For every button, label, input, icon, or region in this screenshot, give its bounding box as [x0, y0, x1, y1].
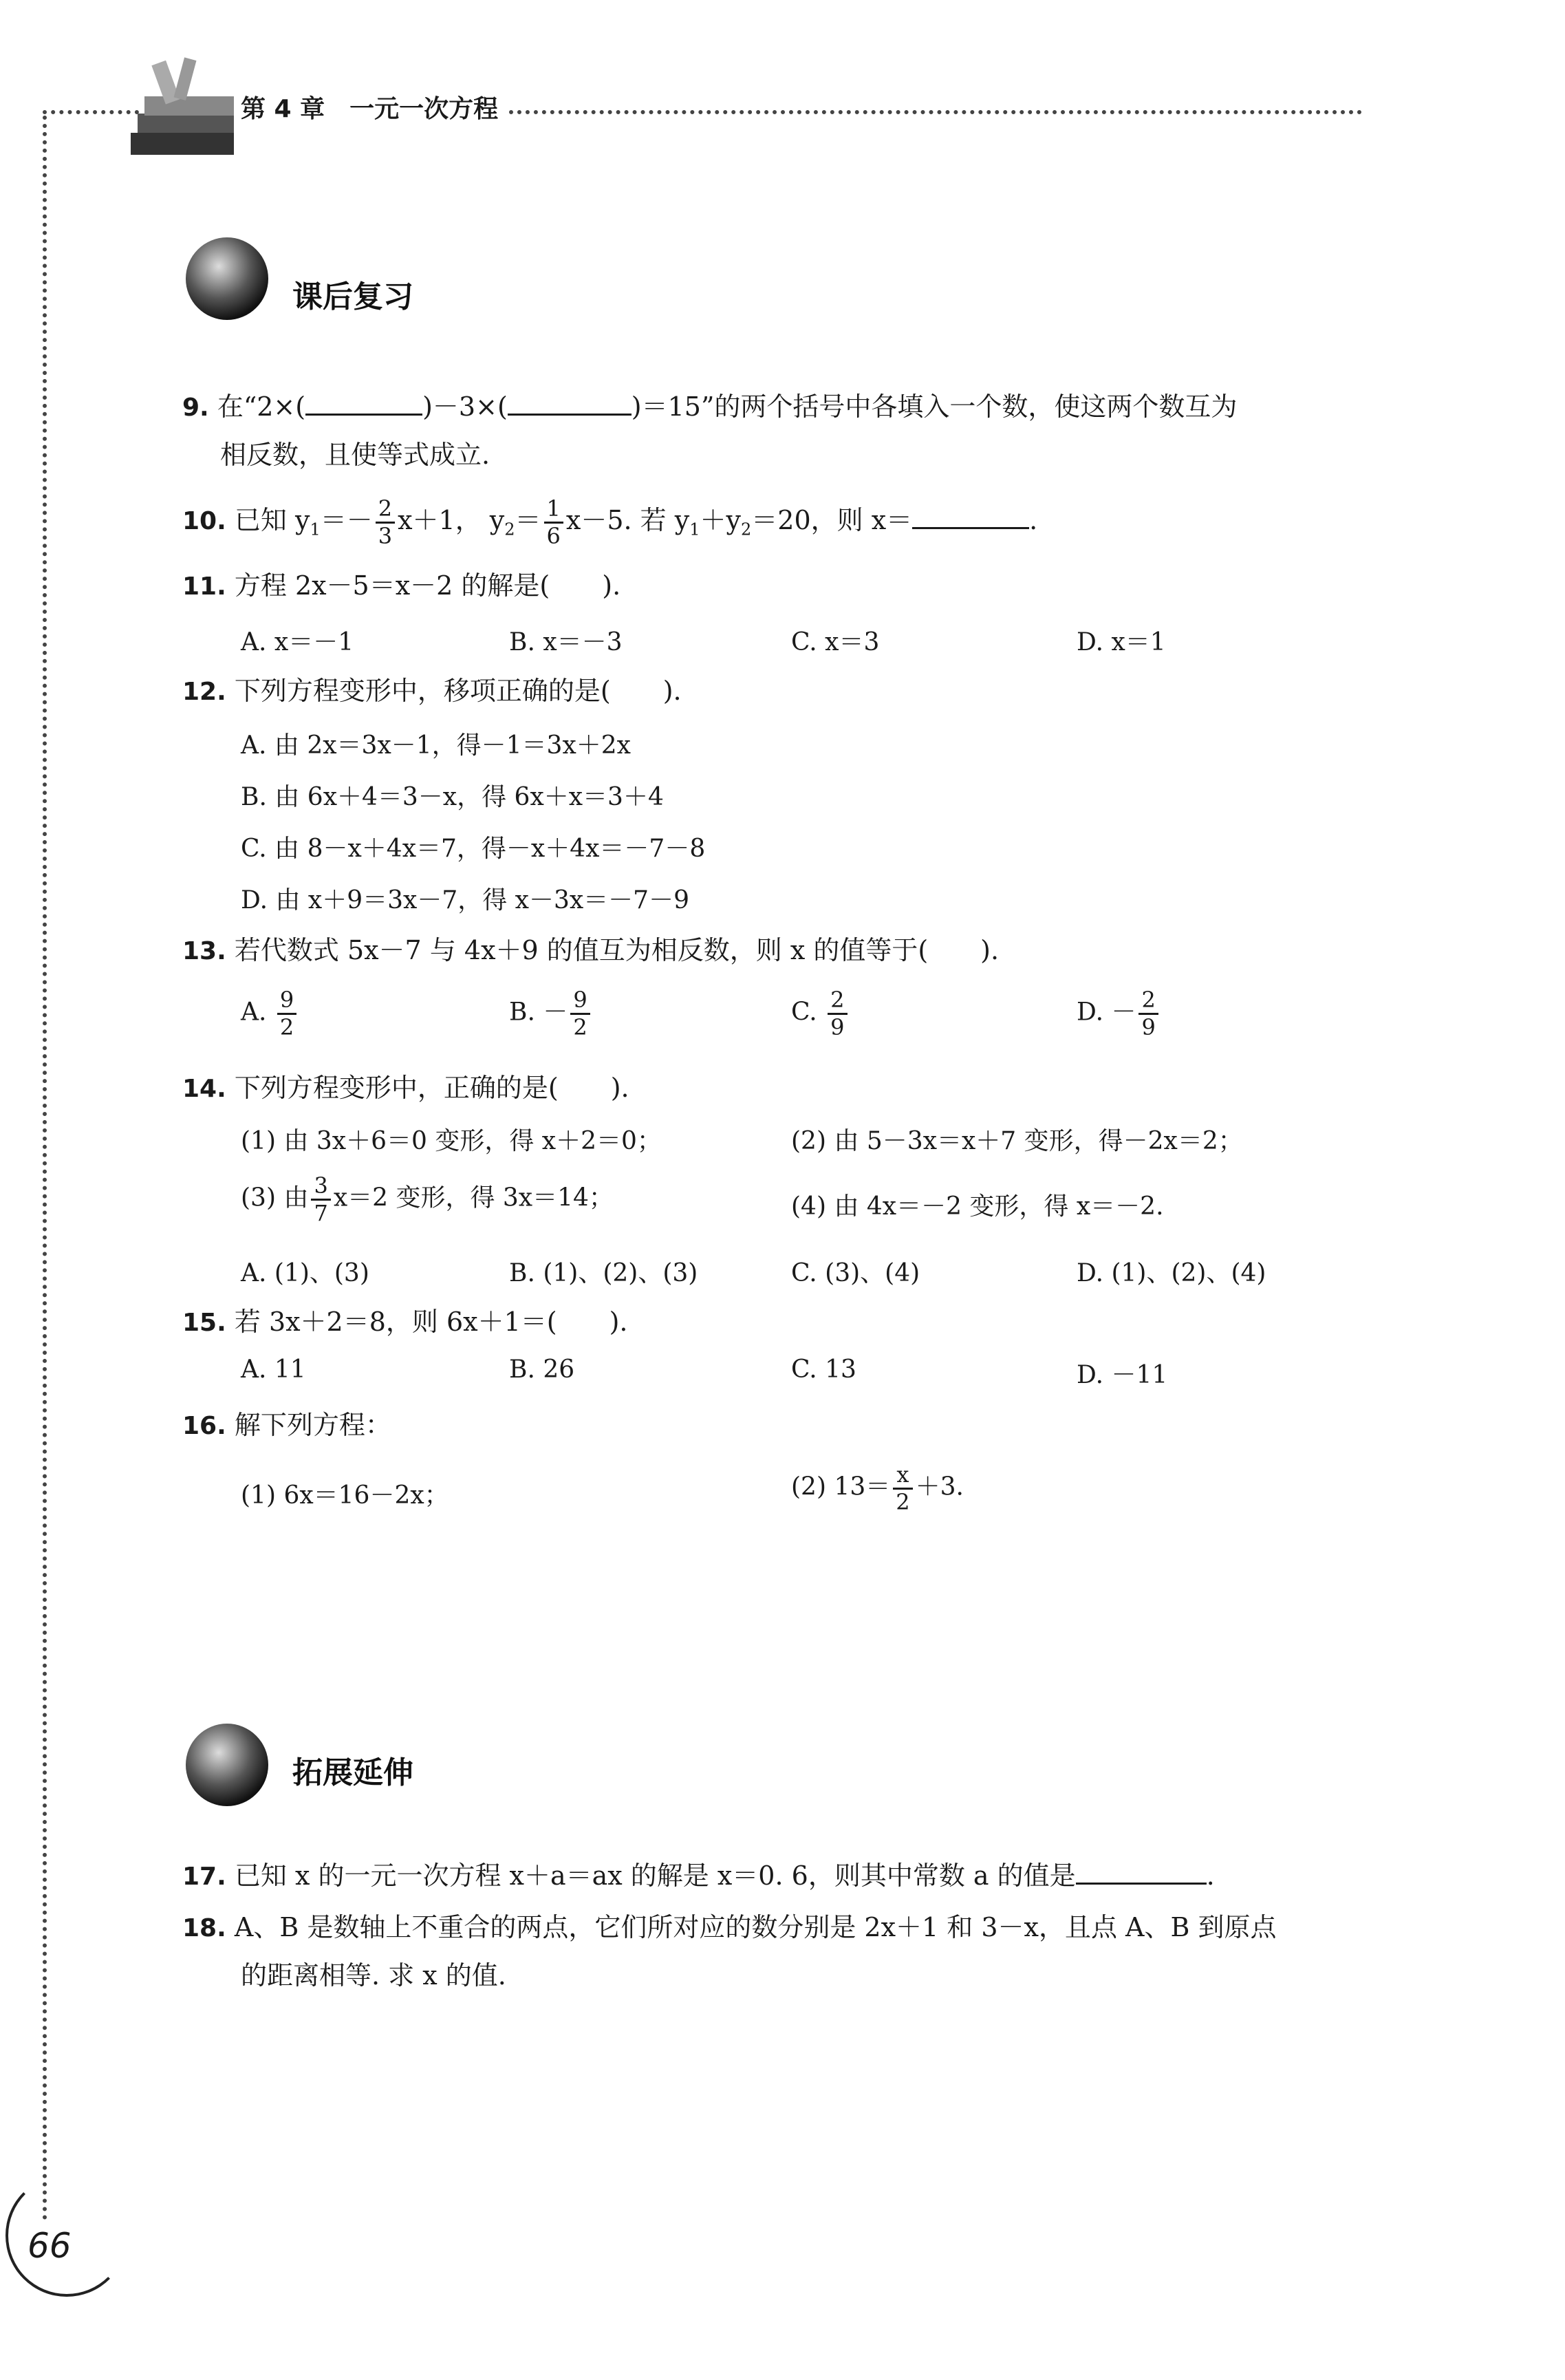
option-d: D. x＝1 — [1077, 628, 1166, 656]
sub-problem-1: (1) 6x＝16－2x； — [241, 1481, 449, 1510]
question-text: 已知 x 的一元一次方程 x＋a＝ax 的解是 x＝0. 6，则其中常数 a 的值是 — [234, 1861, 1076, 1891]
option-a: A. x＝－1 — [241, 628, 354, 656]
denominator: 2 — [896, 1488, 910, 1515]
subscript: 2 — [740, 519, 752, 539]
denominator: 9 — [830, 1014, 845, 1040]
option-d — [1077, 987, 1161, 1040]
numerator: 2 — [828, 987, 847, 1015]
question-text: A、B 是数轴上不重合的两点，它们所对应的数分别是 2x＋1 和 3－x，且点 A、B 到原点 — [234, 1912, 1277, 1942]
question-number: 14. — [182, 1075, 226, 1103]
sub-problem-text: ＋3. — [915, 1472, 964, 1501]
fraction — [311, 1173, 330, 1226]
question-number: 16. — [182, 1412, 226, 1440]
sphere-icon — [182, 1720, 272, 1810]
answer-blank — [508, 393, 632, 416]
option-a — [241, 987, 299, 1040]
numerator: 2 — [1138, 987, 1158, 1015]
subscript: 2 — [504, 519, 515, 539]
statement-4: (4) 由 4x＝－2 变形，得 x＝－2. — [791, 1192, 1164, 1221]
question-12 — [182, 666, 682, 716]
fraction — [1138, 987, 1158, 1040]
question-number: 12. — [182, 678, 226, 706]
question-text: 若 3x＋2＝8，则 6x＋1＝( ). — [234, 1307, 628, 1337]
question-text: . — [1206, 1861, 1215, 1891]
subscript: 1 — [310, 519, 321, 539]
question-18-line2: 的距离相等. 求 x 的值. — [241, 1960, 506, 1991]
denominator: 2 — [573, 1014, 587, 1040]
question-9-line2: 相反数，且使等式成立. — [220, 440, 490, 470]
option-label: D. － — [1077, 998, 1136, 1027]
option-c: C. (3)、(4) — [791, 1259, 920, 1287]
sub-problem-2 — [791, 1462, 964, 1515]
option-c: C. 由 8－x＋4x＝7，得－x＋4x＝－7－8 — [241, 835, 706, 863]
question-text: ＝20，则 x＝ — [751, 505, 913, 535]
option-label: B. － — [509, 998, 568, 1027]
left-dotted-margin — [43, 116, 47, 2221]
question-text: )＝15”的两个括号中各填入一个数，使这两个数互为 — [631, 392, 1238, 422]
statement-3 — [241, 1173, 614, 1226]
books-logo-icon — [117, 48, 248, 165]
question-10 — [182, 495, 1037, 549]
question-text: 已知 y — [234, 505, 310, 535]
statement-1: (1) 由 3x＋6＝0 变形，得 x＋2＝0； — [241, 1127, 662, 1155]
question-text: 若代数式 5x－7 与 4x＋9 的值互为相反数，则 x 的值等于( ). — [234, 935, 1000, 965]
numerator: 2 — [376, 496, 395, 524]
question-17 — [182, 1851, 1215, 1900]
question-text: ＝－ — [320, 505, 373, 535]
numerator: 3 — [311, 1173, 330, 1201]
option-b: B. x＝－3 — [509, 628, 623, 656]
question-15 — [182, 1297, 628, 1347]
question-number: 9. — [182, 394, 209, 422]
option-d: D. －11 — [1077, 1361, 1168, 1389]
denominator: 6 — [546, 523, 561, 549]
answer-blank — [912, 506, 1029, 529]
option-d: D. (1)、(2)、(4) — [1077, 1259, 1266, 1287]
question-text: 方程 2x－5＝x－2 的解是( ). — [234, 570, 621, 601]
question-text: 下列方程变形中，移项正确的是( ). — [234, 676, 682, 706]
option-c: C. 13 — [791, 1355, 856, 1384]
page-number: 66 — [28, 2226, 72, 2266]
fraction — [544, 496, 563, 549]
subscript: 1 — [689, 519, 700, 539]
question-text: )－3×( — [422, 392, 508, 422]
question-11 — [182, 561, 620, 610]
section-title-extension: 拓展延伸 — [292, 1755, 413, 1790]
option-b: B. 由 6x＋4＝3－x，得 6x＋x＝3＋4 — [241, 783, 664, 811]
statement-text: (3) 由 — [241, 1183, 309, 1212]
question-number: 17. — [182, 1863, 226, 1891]
sub-problem-text: (2) 13＝ — [791, 1472, 891, 1501]
question-18 — [182, 1902, 1276, 1952]
statement-2: (2) 由 5－3x＝x＋7 变形，得－2x＝2； — [791, 1127, 1243, 1155]
denominator: 2 — [279, 1014, 294, 1040]
option-c: C. x＝3 — [791, 628, 880, 656]
question-number: 18. — [182, 1914, 226, 1942]
question-text: 解下列方程： — [234, 1410, 391, 1440]
chapter-header: 第 4 章 一元一次方程 — [241, 95, 499, 123]
option-label: C. — [791, 998, 817, 1027]
answer-blank — [305, 393, 422, 416]
question-number: 13. — [182, 937, 226, 965]
question-number: 11. — [182, 572, 226, 601]
question-text: 下列方程变形中，正确的是( ). — [234, 1073, 629, 1103]
option-b — [509, 987, 593, 1040]
question-number: 15. — [182, 1309, 226, 1337]
denominator: 3 — [378, 523, 393, 549]
option-d: D. 由 x＋9＝3x－7，得 x－3x＝－7－9 — [241, 886, 689, 914]
fraction — [570, 987, 590, 1040]
question-13 — [182, 925, 999, 975]
option-a: A. 11 — [241, 1355, 306, 1384]
numerator: 1 — [544, 496, 563, 524]
question-text: 在“2×( — [217, 392, 306, 422]
fraction — [376, 496, 395, 549]
header-dotted-rule — [509, 110, 1362, 114]
answer-blank — [1076, 1862, 1207, 1885]
denominator: 9 — [1141, 1014, 1156, 1040]
section-title-review: 课后复习 — [292, 279, 413, 314]
question-text: ＝ — [515, 505, 541, 535]
numerator: 9 — [570, 987, 590, 1015]
question-text: x＋1， y — [398, 505, 505, 535]
question-14 — [182, 1063, 629, 1113]
numerator: 9 — [277, 987, 296, 1015]
statement-text: x＝2 变形，得 3x＝14； — [333, 1183, 614, 1212]
question-16 — [182, 1400, 391, 1450]
fraction — [893, 1462, 912, 1515]
fraction — [277, 987, 296, 1040]
sphere-icon — [182, 234, 272, 323]
option-a: A. 由 2x＝3x－1，得－1＝3x＋2x — [241, 731, 631, 760]
option-a: A. (1)、(3) — [241, 1259, 369, 1287]
question-text: ＋y — [700, 505, 741, 535]
option-c — [791, 987, 850, 1040]
denominator: 7 — [314, 1199, 328, 1226]
question-text: . — [1029, 505, 1038, 535]
fraction — [828, 987, 847, 1040]
option-b: B. (1)、(2)、(3) — [509, 1259, 698, 1287]
option-b: B. 26 — [509, 1355, 575, 1384]
question-9 — [182, 382, 1237, 431]
option-label: A. — [241, 998, 267, 1027]
question-text: x－5. 若 y — [565, 505, 690, 535]
question-number: 10. — [182, 507, 226, 535]
numerator: x — [893, 1462, 912, 1490]
